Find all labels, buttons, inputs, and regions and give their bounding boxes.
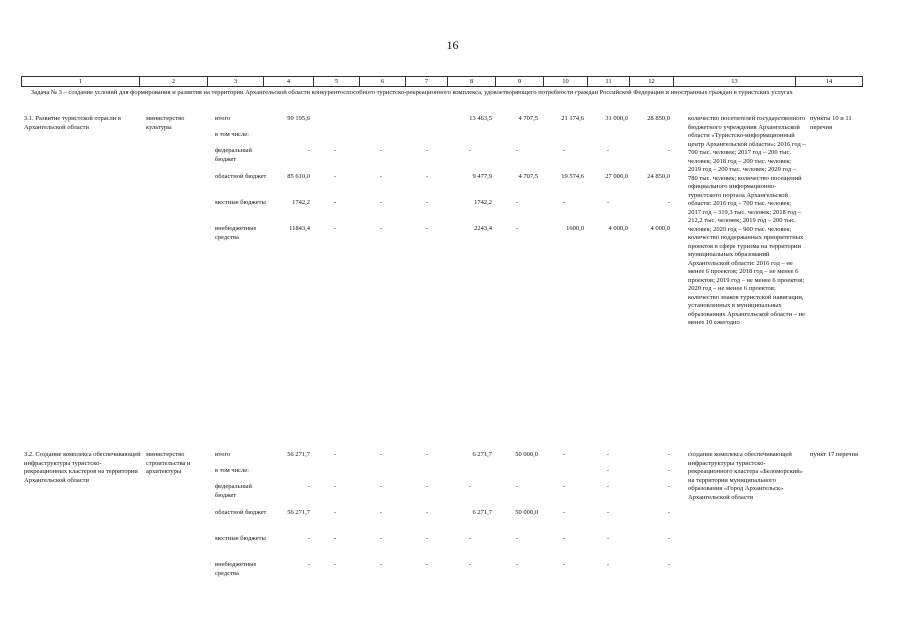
value-cell: 28 850,0 (647, 115, 670, 122)
header-cell: 6 (360, 77, 406, 86)
value-cell: - (667, 199, 670, 206)
header-cell: 2 (140, 77, 208, 86)
source-label: федеральный бюджет (215, 147, 252, 163)
header-cell: 7 (406, 77, 448, 86)
value-cell: - (333, 509, 337, 516)
value-cell: 11843,4 (289, 225, 310, 232)
value-cell: - (333, 451, 337, 458)
row-executor: министерство строительства и архитектуры (146, 451, 191, 475)
value-cell: - (425, 199, 429, 206)
source-label: местные бюджеты (215, 535, 266, 542)
value-cell: - (468, 147, 472, 154)
header-cell: 1 (22, 77, 140, 86)
value-cell: 1600,0 (566, 225, 584, 232)
value-cell: 1742,2 (474, 199, 492, 206)
page-number: 16 (446, 38, 459, 52)
value-cell: - (606, 561, 610, 568)
source-label: итого (215, 115, 231, 122)
value-cell: - (379, 535, 383, 542)
row-link: пункт 17 перечня (810, 451, 858, 458)
value-cell: - (333, 535, 337, 542)
source-label: внебюджетные средства (215, 561, 257, 577)
value-cell: - (515, 561, 519, 568)
source-label: федеральный бюджет (215, 483, 252, 499)
value-cell: - (667, 535, 670, 542)
source-label: областной бюджет (215, 173, 267, 180)
value-cell: 99 195,6 (287, 115, 310, 122)
value-cell: 27 000,0 (605, 173, 628, 180)
value-cell: 9 477,9 (472, 173, 492, 180)
row-name: 3.1. Развитие туристской отрасли в Архангельской области (24, 115, 121, 131)
source-label: местные бюджеты (215, 199, 266, 206)
value-cell: 50 000,0 (515, 509, 538, 516)
value-cell: - (562, 535, 566, 542)
value-cell: - (379, 451, 383, 458)
value-cell: - (667, 451, 670, 458)
value-cell: - (425, 483, 429, 490)
value-cell: - (379, 509, 383, 516)
value-cell: - (562, 483, 566, 490)
source-label: итого (215, 451, 231, 458)
header-cell: 11 (588, 77, 630, 86)
value-cell: - (333, 483, 337, 490)
header-cell: 13 (674, 77, 796, 86)
table-header (21, 76, 863, 87)
value-cell: - (333, 147, 337, 154)
row-result: создание комплекса обеспечивающей инфраструктуры туристско-рекреационного кластера «Беломорский» на территории муниципального образования «Город Архангельск» Архангельской области (688, 451, 803, 501)
value-cell: - (379, 173, 383, 180)
value-cell: 21 174,6 (561, 115, 584, 122)
value-cell: 1742,2 (292, 199, 310, 206)
value-cell: - (468, 483, 472, 490)
value-cell: - (667, 147, 670, 154)
value-cell: 4 000,0 (608, 225, 628, 232)
value-cell: - (562, 451, 566, 458)
source-label: внебюджетные средства (215, 225, 257, 241)
row-executor: министерство культуры (146, 115, 185, 131)
header-cell: 5 (314, 77, 360, 86)
value-cell: - (606, 483, 610, 490)
value-cell: - (333, 225, 337, 232)
value-cell: - (515, 483, 519, 490)
value-cell: - (425, 535, 429, 542)
source-label: в том числе: (215, 131, 249, 138)
task-title: Задача № 3 – создание условий для формирования и развития на территории Архангельской области конкурентоспособного туристско-рекреационного комплекса, удовлетворяющего потребности граждан Российской Федерации и иностранных граждан в туристских услугах (31, 89, 793, 96)
row-name: 3.2. Создание комплекса обеспечивающей инфраструктуры туристско-рекреационных кластеров на территории Архангельской области (24, 451, 141, 484)
value-cell: - (562, 147, 566, 154)
header-cell: 8 (448, 77, 496, 86)
value-cell: - (379, 561, 383, 568)
value-cell: - (425, 561, 429, 568)
header-cell: 4 (264, 77, 314, 86)
value-cell: - (515, 225, 519, 232)
value-cell: - (333, 561, 337, 568)
value-cell: 19 574,6 (561, 173, 584, 180)
value-cell: - (606, 467, 610, 474)
value-cell: - (562, 509, 566, 516)
value-cell: 2243,4 (474, 225, 492, 232)
header-cell: 14 (825, 78, 833, 85)
value-cell: 85 610,0 (287, 173, 310, 180)
header-cell: 10 (544, 77, 588, 86)
value-cell: - (307, 147, 310, 154)
value-cell: 50 000,0 (515, 451, 538, 458)
value-cell: - (425, 451, 429, 458)
value-cell: - (425, 225, 429, 232)
value-cell: - (562, 199, 566, 206)
value-cell: - (333, 173, 337, 180)
value-cell: 24 850,0 (647, 173, 670, 180)
value-cell: - (562, 561, 566, 568)
value-cell: 13 463,5 (469, 115, 492, 122)
source-label: областной бюджет (215, 509, 267, 516)
value-cell: - (468, 535, 472, 542)
value-cell: 31 000,0 (605, 115, 628, 122)
value-cell: - (307, 561, 310, 568)
value-cell: - (379, 199, 383, 206)
value-cell: - (379, 147, 383, 154)
value-cell: - (425, 147, 429, 154)
row-result: количество посетителей государственного бюджетного учреждения Архангельской области «Туристско-информационный центр Архангельской области»: 2016 год – 700 тыс. человек; 2017 год – 200 тыс. человек; 2018 год – 200 тыс. человек; 2019 год – 200 тыс. человек; 2020 год – 780 тыс. человек; количество посещений официального информационно-туристского портала Архангельской области: 2016 год – 700 тыс. человек; 2017 год – 319,3 тыс. человек; 2018 год – 212,2 тыс. человек; 2019 год – 200 тыс. человек; 2020 год – 900 тыс. человек; количество поддержанных приоритетных проектов в сфере туризма на территории муниципальных образований Архангельской области: 2016 год – не менее 6 проектов; 2018 год – не менее 6 проектов; 2019 год – не менее 6 проектов; 2020 год – не менее 6 проектов; количество знаков туристской навигации, установленных в муниципальных образованиях Архангельской области – не менее 10 ежегодно (688, 115, 806, 326)
value-cell: - (379, 225, 383, 232)
header-cell: 12 (630, 77, 674, 86)
value-cell: - (606, 199, 610, 206)
value-cell: - (425, 173, 429, 180)
source-label: в том числе: (215, 467, 249, 474)
value-cell: - (606, 535, 610, 542)
value-cell: - (333, 199, 337, 206)
header-cell: 9 (496, 77, 544, 86)
value-cell: - (515, 199, 519, 206)
value-cell: - (606, 147, 610, 154)
value-cell: - (515, 535, 519, 542)
value-cell: - (515, 147, 519, 154)
value-cell: - (667, 509, 670, 516)
row-link: пункты 10 и 11 перечня (810, 115, 852, 131)
value-cell: 4 707,5 (518, 173, 538, 180)
value-cell: - (307, 483, 310, 490)
value-cell: - (667, 561, 670, 568)
value-cell: 6 271,7 (472, 451, 492, 458)
value-cell: - (307, 535, 310, 542)
value-cell: 56 271,7 (287, 451, 310, 458)
value-cell: - (468, 561, 472, 568)
value-cell: - (606, 451, 610, 458)
value-cell: - (667, 467, 670, 474)
value-cell: 56 271,7 (287, 509, 310, 516)
value-cell: - (425, 509, 429, 516)
header-cell: 3 (208, 77, 264, 86)
value-cell: - (379, 483, 383, 490)
value-cell: 4 707,5 (518, 115, 538, 122)
value-cell: 6 271,7 (472, 509, 492, 516)
value-cell: 4 000,0 (650, 225, 670, 232)
value-cell: - (667, 483, 670, 490)
value-cell: - (606, 509, 610, 516)
